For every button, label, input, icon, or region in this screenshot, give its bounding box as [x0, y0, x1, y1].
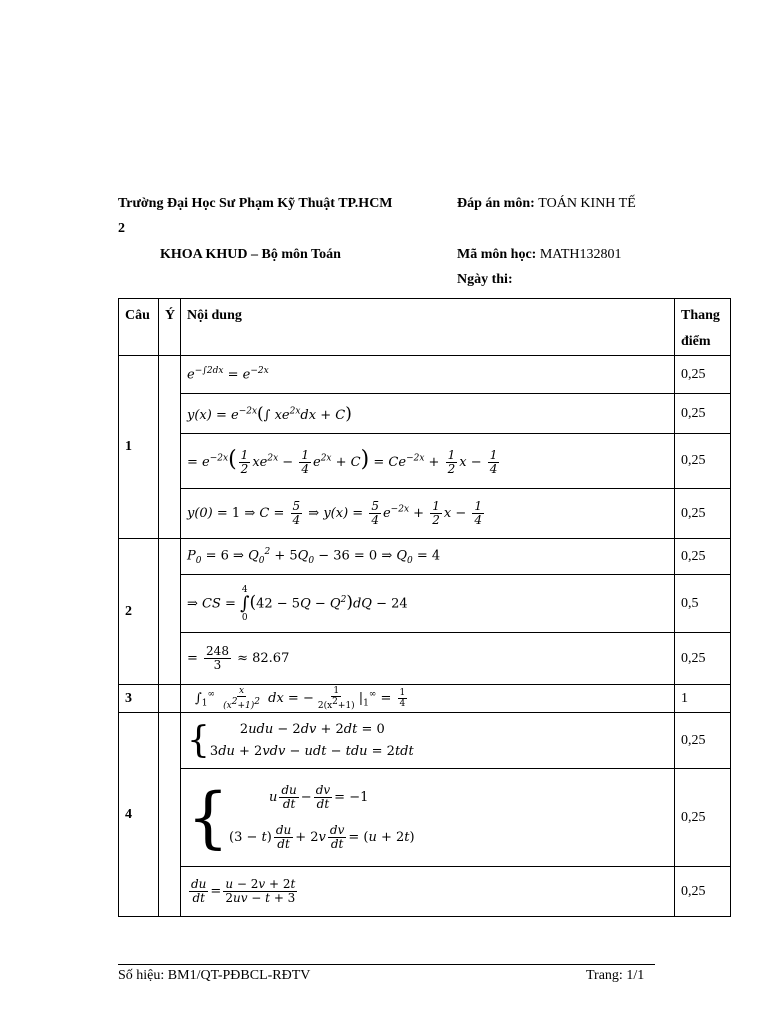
item-cell [159, 685, 181, 713]
table-row [119, 867, 731, 917]
table-row [119, 394, 731, 434]
col-content: Nội dung [181, 299, 675, 356]
formula-cell: $y(x) = e^{-2x}(\int$ $xe^{2x}dx + C$) [181, 394, 675, 434]
formula-cell: { 2udu − 2dv + 2dt = 0 3du + 2vdv − udt − tdu = 2tdt [181, 713, 675, 769]
formula-cell: { u $\frac{du}{dt}$ − $\frac{dv}{dt}$ = −1 (3 − t) $\frac{du}{dt}$ + 2v $\frac{dv}{dt}$ = (u + 2t) [181, 769, 675, 867]
points-cell: 0,25 [675, 867, 731, 917]
exam-date: Ngày thi: [457, 272, 513, 287]
points-cell: 0,25 [675, 633, 731, 685]
formula-cell: = $\frac{248}{3}$ ≈ 82.67 [181, 633, 675, 685]
table-row [119, 434, 731, 489]
table-row [119, 356, 731, 394]
footer-page-number: Trang: 1/1 [586, 968, 645, 983]
points-cell: 0,25 [675, 489, 731, 539]
table-row [119, 769, 731, 867]
table-row [119, 489, 731, 539]
points-cell: 0,25 [675, 356, 731, 394]
col-item: Ý [159, 299, 181, 356]
item-cell [159, 713, 181, 917]
formula-cell: $P_0 = 6$ ⇒ $Q_0^2 + 5Q_0 - 36 = 0$ ⇒ $Q_0 = 4$ [181, 539, 675, 575]
formula-cell: $\int_1^\infty$ $\frac{x}{(x^2+1)^2}$ dx = − $\frac{1}{2(x^2+1)}$ $|_1^\infty$ = $\frac{1}{4}$ [181, 685, 675, 713]
course-code [457, 247, 622, 263]
col-points [675, 299, 731, 356]
item-cell [159, 356, 181, 539]
table-row [119, 633, 731, 685]
answer-table [118, 298, 731, 917]
faculty-name: KHOA KHUD – Bộ môn Toán [160, 247, 341, 262]
table-row [119, 685, 731, 713]
item-cell [159, 539, 181, 685]
points-cell: 0,25 [675, 769, 731, 867]
table-header-row [119, 299, 731, 356]
table-row [119, 713, 731, 769]
points-cell: 0,25 [675, 713, 731, 769]
school-name-line2: 2 [118, 221, 125, 236]
answer-subject [457, 196, 636, 212]
answer-label: Đáp án môn: [457, 196, 539, 211]
col-question: Câu [119, 299, 159, 356]
question-number: 1 [119, 356, 159, 539]
table-row [119, 539, 731, 575]
answer-value: TOÁN KINH TẾ [538, 196, 636, 211]
points-cell: 0,5 [675, 575, 731, 633]
course-code-value: MATH132801 [539, 247, 622, 262]
footer-doc-code: Số hiệu: BM1/QT-PĐBCL-RĐTV [118, 968, 311, 983]
course-code-label: Mã môn học: [457, 247, 540, 262]
formula-cell: y(0) = 1 ⇒ C = $\frac{5}{4}$ ⇒ y(x) = $\frac{5}{4}$ $e^{-2x}$ + $\frac{1}{2}$ x − $\frac{1}{4}$ [181, 489, 675, 539]
col-points-line1: Thang [681, 308, 720, 323]
formula-cell: = $e^{-2x}$( $\frac{1}{2}$ $xe^{2x}$ − $\frac{1}{4}$ $e^{2x} + C) = Ce^{-2x}$ + $\frac{1}{2}$ x − $\frac{1}{4}$ [181, 434, 675, 489]
question-number: 3 [119, 685, 159, 713]
col-points-line2: điểm [681, 334, 711, 349]
points-cell: 0,25 [675, 539, 731, 575]
formula-cell: ⇒ CS = 4 ∫ $0(42 - 5Q - Q^2)dQ - 24$ [181, 575, 675, 633]
school-name: Trường Đại Học Sư Phạm Kỹ Thuật TP.HCM [118, 196, 393, 211]
points-cell: 0,25 [675, 434, 731, 489]
table-row [119, 575, 731, 633]
question-number: 2 [119, 539, 159, 685]
formula-cell: $\frac{du}{dt}$ = $\frac{u - 2v + 2t}{2uv - t + 3}$ [181, 867, 675, 917]
footer-divider [118, 964, 655, 965]
points-cell: 0,25 [675, 394, 731, 434]
question-number: 4 [119, 713, 159, 917]
points-cell: 1 [675, 685, 731, 713]
formula-cell: $e^{-\int 2dx} = e^{-2x}$ [181, 356, 675, 394]
